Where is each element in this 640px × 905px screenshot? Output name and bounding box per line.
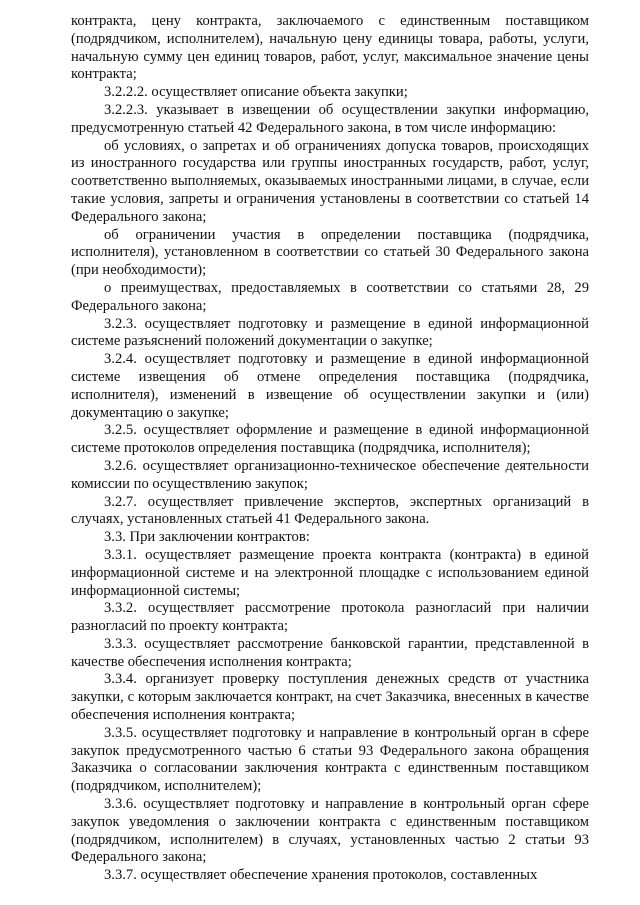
paragraph-3-3-3: 3.3.3. осуществляет рассмотрение банковской гарантии, представленной в качестве обеспечения исполнения контракта; [71,635,589,670]
paragraph-3-3-5: 3.3.5. осуществляет подготовку и направление в контрольный орган в сфере закупок предусмотренного частью 6 статьи 93 Федерального закона обращения Заказчика о согласовании заключения контракта с единственным поставщиком (подрядчиком, исполнителем); [71,724,589,795]
paragraph-3-3: 3.3. При заключении контрактов: [104,529,310,546]
paragraph-3-3-1: 3.3.1. осуществляет размещение проекта контракта (контракта) в единой информационной системе и на электронной площадке с использованием единой информационной системы; [71,546,589,599]
paragraph-advantages: о преимуществах, предоставляемых в соответствии со статьями 28, 29 Федерального закона; [71,279,589,314]
paragraph-contract-price: контракта, цену контракта, заключаемого с единственным поставщиком (подрядчиком, исполнителем), начальную цену единицы товара, работы, услуги, начальную сумму цен единиц товаров, работ, услуг, максимальное значение цены контракта; [71,13,589,83]
paragraph-3-2-5: 3.2.5. осуществляет оформление и размещение в единой информационной системе протоколов определения поставщика (подрядчика, исполнителя); [71,422,589,457]
paragraph-participation-limit: об ограничении участия в определении поставщика (подрядчика, исполнителя), установленном в соответствии со статьей 30 Федерального закона (при необходимости); [71,226,589,279]
paragraph-3-2-7: 3.2.7. осуществляет привлечение экспертов, экспертных организаций в случаях, установленных статьей 41 Федерального закона. [71,493,589,528]
paragraph-3-2-2-2: 3.2.2.2. осуществляет описание объекта закупки; [104,84,408,101]
paragraph-3-2-2-3: 3.2.2.3. указывает в извещении об осуществлении закупки информацию, предусмотренную статьей 42 Федерального закона, в том числе информацию: [71,101,589,136]
paragraph-3-3-7: 3.3.7. осуществляет обеспечение хранения протоколов, составленных [104,867,538,884]
paragraph-3-3-2: 3.3.2. осуществляет рассмотрение протокола разногласий при наличии разногласий по проекту контракта; [71,600,589,635]
paragraph-3-3-6: 3.3.6. осуществляет подготовку и направление в контрольный орган сфере закупок уведомления о заключении контракта с единственным поставщиком (подрядчиком, исполнителем) в случаях, установленных частью 2 статьи 93 Федерального закона; [71,796,589,866]
paragraph-3-3-4: 3.3.4. организует проверку поступления денежных средств от участника закупки, с которым заключается контракт, на счет Заказчика, внесенных в качестве обеспечения исполнения контракта; [71,671,589,724]
paragraph-3-2-3: 3.2.3. осуществляет подготовку и размещение в единой информационной системе разъяснений положений документации о закупке; [71,315,589,350]
paragraph-3-2-6: 3.2.6. осуществляет организационно-техническое обеспечение деятельности комиссии по осуществлению закупок; [71,457,589,492]
paragraph-conditions-prohibitions: об условиях, о запретах и об ограничениях допуска товаров, происходящих из иностранного государства или группы иностранных государств, работ, услуг, соответственно выполняемых, оказываемых иностранными лицами, в случае, если такие условия, запреты и ограничения установлены в соответствии со статьей 14 Федерального закона; [71,137,589,225]
paragraph-3-2-4: 3.2.4. осуществляет подготовку и размещение в единой информационной системе извещения об отмене определения поставщика (подрядчика, исполнителя), изменений в извещение об осуществлении закупки и (или) документацию о закупке; [71,351,589,421]
document-body [71,13,589,885]
